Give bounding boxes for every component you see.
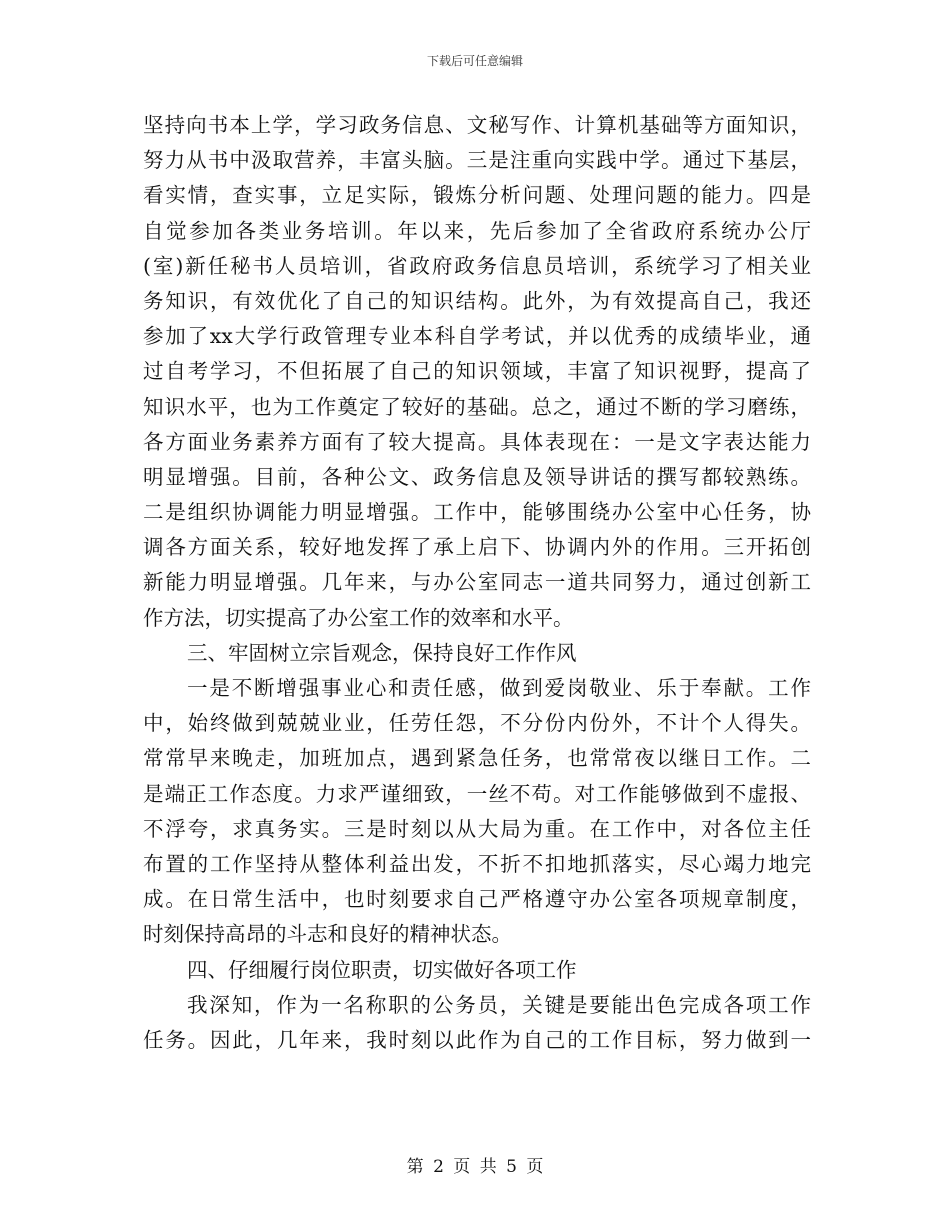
text-line: 调各方面关系，较好地发挥了承上启下、协调内外的作用。三开拓创 bbox=[143, 535, 811, 560]
text-line: 作方法，切实提高了办公室工作的效率和水平。 bbox=[143, 605, 574, 630]
text-line: 任务。因此，几年来，我时刻以此作为自己的工作目标，努力做到一 bbox=[143, 1027, 811, 1052]
text-line: 常常早来晚走，加班加点，遇到紧急任务，也常常夜以继日工作。二 bbox=[143, 746, 811, 771]
section-heading: 四、仔细履行岗位职责，切实做好各项工作 bbox=[187, 957, 577, 982]
text-line: 坚持向书本上学，学习政务信息、文秘写作、计算机基础等方面知识， bbox=[143, 113, 811, 137]
text-line: 成。在日常生活中，也时刻要求自己严格遵守办公室各项规章制度， bbox=[143, 887, 811, 912]
text-line: 努力从书中汲取营养，丰富头脑。三是注重向实践中学。通过下基层， bbox=[143, 148, 811, 173]
text-line: 务知识，有效优化了自己的知识结构。此外，为有效提高自己，我还 bbox=[143, 288, 811, 313]
text-line: 看实情，查实事，立足实际，锻炼分析问题、处理问题的能力。四是 bbox=[143, 183, 811, 208]
text-line: 我深知，作为一名称职的公务员，关键是要能出色完成各项工作 bbox=[187, 992, 811, 1017]
text-line: 二是组织协调能力明显增强。工作中，能够围绕办公室中心任务，协 bbox=[143, 500, 811, 525]
text-line: 时刻保持高昂的斗志和良好的精神状态。 bbox=[143, 922, 512, 947]
text-line: 各方面业务素养方面有了较大提高。具体表现在：一是文字表达能力 bbox=[143, 429, 811, 454]
text-line: 新能力明显增强。几年来，与办公室同志一道共同努力，通过创新工 bbox=[143, 570, 811, 595]
text-line: 知识水平，也为工作奠定了较好的基础。总之，通过不断的学习磨练， bbox=[143, 394, 811, 419]
text-line: (室)新任秘书人员培训，省政府政务信息员培训，系统学习了相关业 bbox=[143, 253, 811, 278]
page-header: 下载后可任意编辑 bbox=[426, 54, 523, 68]
text-line: 过自考学习，不但拓展了自己的知识领域，丰富了知识视野，提高了 bbox=[143, 359, 811, 384]
document-body bbox=[143, 108, 811, 1058]
text-line: 一是不断增强事业心和责任感，做到爱岗敬业、乐于奉献。工作 bbox=[187, 676, 811, 700]
text-line: 不浮夸，求真务实。三是时刻以从大局为重。在工作中，对各位主任 bbox=[143, 816, 811, 841]
text-line: 参加了xx大学行政管理专业本科自学考试，并以优秀的成绩毕业，通 bbox=[143, 324, 811, 349]
text-line: 是端正工作态度。力求严谨细致，一丝不苟。对工作能够做到不虚报、 bbox=[143, 781, 811, 806]
text-line: 布置的工作坚持从整体利益出发，不折不扣地抓落实，尽心竭力地完 bbox=[143, 851, 811, 876]
text-line: 自觉参加各类业务培训。年以来，先后参加了全省政府系统办公厅 bbox=[143, 218, 811, 243]
text-line: 明显增强。目前，各种公文、政务信息及领导讲话的撰写都较熟练。 bbox=[143, 464, 811, 489]
text-line: 中，始终做到兢兢业业，任劳任怨，不分份内份外，不计个人得失。 bbox=[143, 711, 811, 736]
section-heading: 三、牢固树立宗旨观念，保持良好工作作风 bbox=[187, 640, 577, 665]
page-number-footer: 第 2 页 共 5 页 bbox=[406, 1157, 544, 1177]
